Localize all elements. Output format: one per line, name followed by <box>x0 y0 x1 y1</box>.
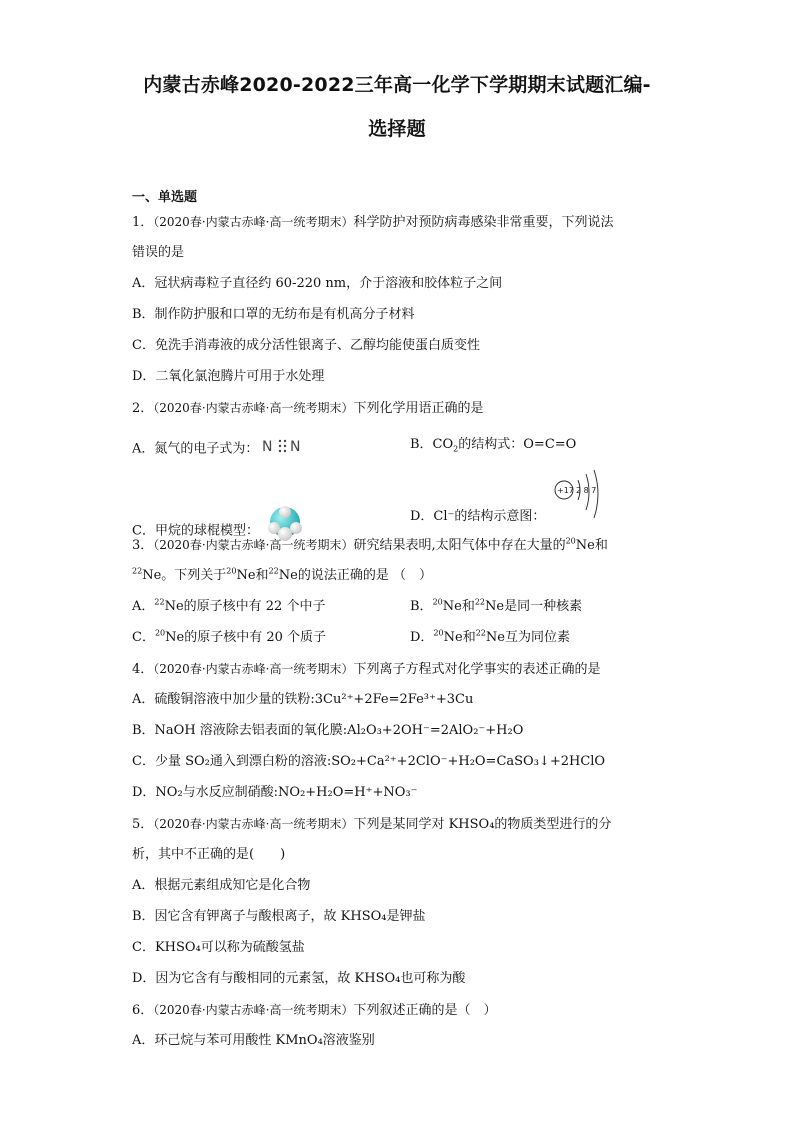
question-3-option-b: B．$^{20}$Ne和$^{22}$Ne是同一种核素 <box>410 597 583 614</box>
question-5-option-b: B．因它含有钾离子与酸根离子，故 KHSO₄是钾盐 <box>132 909 426 924</box>
question-4-option-a: A．硫酸铜溶液中加少量的铁粉:3Cu²⁺+2Fe=2Fe³⁺+3Cu <box>132 692 474 707</box>
svg-text:2 8 7: 2 8 7 <box>576 486 597 495</box>
question-4-stem: 4．（2020春·内蒙古赤峰·高一统考期末）下列离子方程式对化学事实的表述正确的是 <box>132 662 601 677</box>
chloride-ion-structure-icon <box>552 468 608 528</box>
question-4-option-b: B．NaOH 溶液除去铝表面的氧化膜:Al₂O₃+2OH⁻=2AlO₂⁻+H₂O <box>132 723 524 738</box>
svg-text:N: N <box>290 439 301 455</box>
question-5-stem: 5．（2020春·内蒙古赤峰·高一统考期末）下列是某同学对 KHSO₄的物质类型进行的分 <box>132 817 612 832</box>
question-6-stem: 6．（2020春·内蒙古赤峰·高一统考期末）下列叙述正确的是（ ） <box>132 1003 497 1018</box>
question-1-stem-cont: 错误的是 <box>132 245 185 260</box>
question-3-stem: 3．（2020春·内蒙古赤峰·高一统考期末）研究结果表明,太阳气体中存在大量的$^{20}$Ne和 <box>132 536 608 553</box>
question-6-option-a: A．环己烷与苯可用酸性 KMnO₄溶液鉴别 <box>132 1033 375 1048</box>
question-4-option-d: D．NO₂与水反应制硝酸:NO₂+H₂O=H⁺+NO₃⁻ <box>132 785 418 800</box>
svg-text:N: N <box>262 439 273 455</box>
question-5-stem-cont: 析，其中不正确的是( ) <box>132 847 286 862</box>
question-5-option-c: C．KHSO₄可以称为硫酸氢盐 <box>132 940 305 955</box>
question-3-stem-cont: $^{22}$Ne。下列关于$^{20}$Ne和$^{22}$Ne的说法正确的是 （ ） <box>132 566 432 583</box>
question-3-option-c: C．$^{20}$Ne的原子核中有 20 个质子 <box>132 628 327 645</box>
n2-electron-formula-icon <box>260 436 308 462</box>
question-5-option-d: D．因为它含有与酸相同的元素氢，故 KHSO₄也可称为酸 <box>132 971 466 986</box>
question-2-option-c: C．甲烷的球棍模型： <box>132 508 307 554</box>
question-1-option-c: C．免洗手消毒液的成分活性银离子、乙醇均能使蛋白质变性 <box>132 338 480 353</box>
question-1-stem: 1．（2020春·内蒙古赤峰·高一统考期末）科学防护对预防病毒感染非常重要，下列说法 <box>132 215 614 230</box>
document-title-line2: 选择题 <box>368 118 426 140</box>
question-3-option-a: A．$^{22}$Ne的原子核中有 22 个中子 <box>132 597 326 614</box>
question-4-option-c: C．少量 SO₂通入到漂白粉的溶液:SO₂+Ca²⁺+2ClO⁻+H₂O=CaSO₃↓+2HClO <box>132 754 606 769</box>
question-2-option-b: B．$CO_2$的结构式：O=C=O <box>410 437 577 454</box>
question-2-stem: 2．（2020春·内蒙古赤峰·高一统考期末）下列化学用语正确的是 <box>132 401 484 416</box>
question-1-option-a: A．冠状病毒粒子直径约 60-220 nm，介于溶液和胶体粒子之间 <box>132 276 503 291</box>
question-5-option-a: A．根据元素组成知它是化合物 <box>132 878 311 893</box>
svg-text:+17: +17 <box>557 486 574 495</box>
section-heading: 一、单选题 <box>132 190 198 205</box>
question-2-option-d: D．Cl⁻的结构示意图： <box>410 509 546 524</box>
question-1-option-d: D．二氧化氯泡腾片可用于水处理 <box>132 369 325 384</box>
question-3-option-d: D．$^{20}$Ne和$^{22}$Ne互为同位素 <box>410 628 570 645</box>
question-2-option-a: A．氮气的电子式为： N N <box>132 436 308 462</box>
question-1-option-b: B．制作防护服和口罩的无纺布是有机高分子材料 <box>132 307 415 322</box>
document-title-line1: 内蒙古赤峰2020-2022三年高一化学下学期期末试题汇编- <box>143 74 651 96</box>
